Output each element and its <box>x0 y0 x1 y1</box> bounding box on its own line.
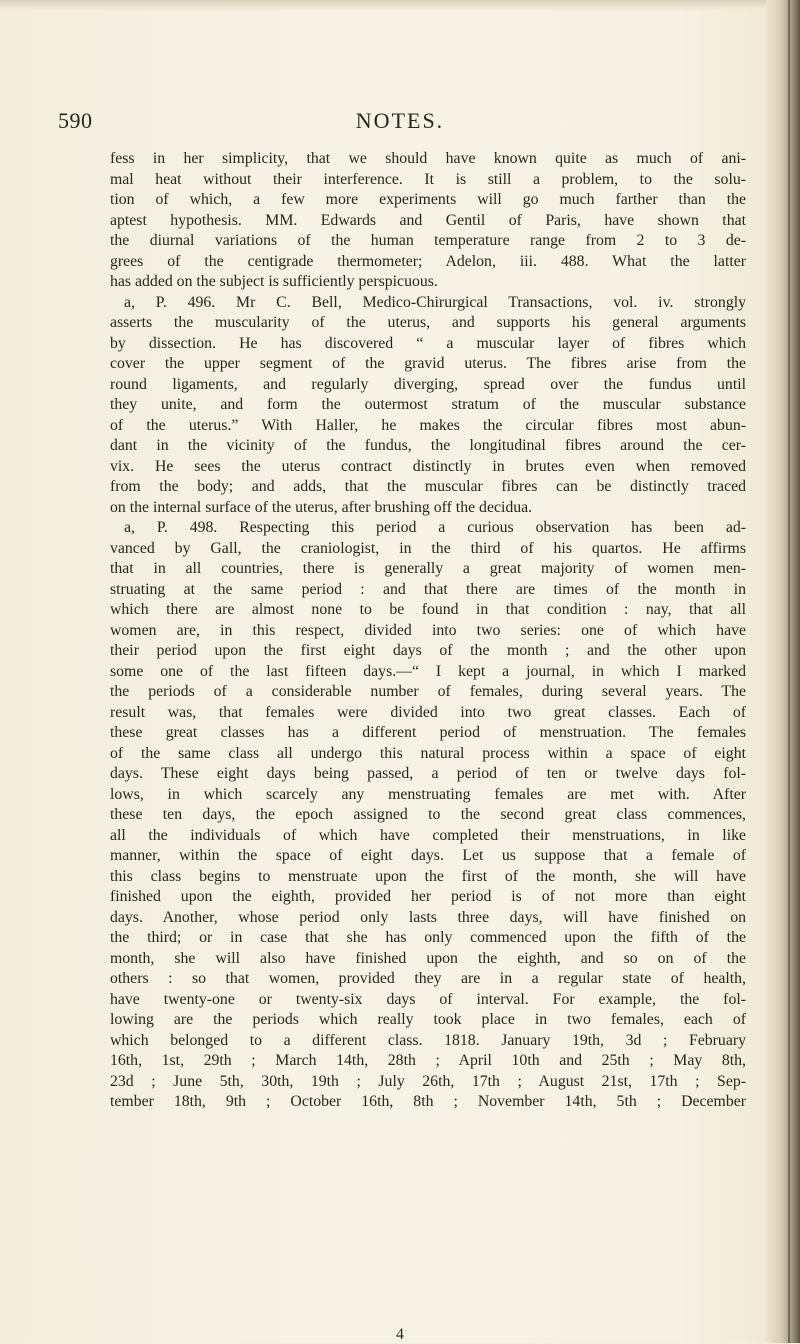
text-line: tion of which, a few more experiments will go much farther than the <box>110 191 746 208</box>
text-line: of the same class all undergo this natural process within a space of eight <box>110 744 746 762</box>
text-line: month, she will also have finished upon the eighth, and so on of the <box>110 949 746 967</box>
text-line: some one of the last fifteen days.—“ I kept a journal, in which I marked <box>110 662 746 680</box>
text-line: that in all countries, there is generally a great majority of women men- <box>110 560 746 577</box>
text-line: grees of the centigrade thermometer; Adelon, iii. 488. What the latter <box>110 252 746 270</box>
text-line: the diurnal variations of the human temperature range from 2 to 3 de- <box>110 232 746 249</box>
text-line: round ligaments, and regularly diverging, spread over the fundus until <box>110 375 746 393</box>
text-line: women are, in this respect, divided into two series: one of which have <box>110 621 746 639</box>
text-line: asserts the muscularity of the uterus, and supports his general arguments <box>110 314 746 331</box>
text-line: struating at the same period : and that there are times of the month in <box>110 580 746 598</box>
text-line: result was, that females were divided into two great classes. Each of <box>110 703 746 721</box>
binding-edge-line <box>788 0 790 1343</box>
text-line: these ten days, the epoch assigned to the second great class commences, <box>110 806 746 823</box>
text-line: on the internal surface of the uterus, after brushing off the decidua. <box>110 498 533 516</box>
text-line: which belonged to a different class. 1818. January 19th, 3d ; February <box>110 1031 746 1049</box>
text-line: by dissection. He has discovered “ a muscular layer of fibres which <box>110 334 746 352</box>
text-line: manner, within the space of eight days. Let us suppose that a female of <box>110 847 746 864</box>
text-line: aptest hypothesis. MM. Edwards and Gentil of Paris, have shown that <box>110 211 746 229</box>
page-number: 590 <box>58 108 93 133</box>
text-line: a, P. 498. Respecting this period a curious observation has been ad- <box>124 519 746 536</box>
text-line: others : so that women, provided they are in a regular state of health, <box>110 970 746 987</box>
text-line: the periods of a considerable number of females, during several years. The <box>110 683 746 700</box>
text-line: they unite, and form the outermost stratum of the muscular substance <box>110 396 746 413</box>
text-line: days. Another, whose period only lasts three days, will have finished on <box>110 908 746 926</box>
text-line: vix. He sees the uterus contract distinctly in brutes even when removed <box>110 457 746 475</box>
text-line: days. These eight days being passed, a period of ten or twelve days fol- <box>110 765 746 782</box>
text-line: lows, in which scarcely any menstruating females are met with. After <box>110 785 746 803</box>
text-line: mal heat without their interference. It is still a problem, to the solu- <box>110 170 746 188</box>
text-line: fess in her simplicity, that we should have known quite as much of ani- <box>110 150 746 167</box>
text-line: these great classes has a different period of menstruation. The females <box>110 724 746 741</box>
catchword: 4 <box>396 1326 404 1343</box>
page-header <box>0 108 800 138</box>
text-line: from the body; and adds, that the muscular fibres can be distinctly traced <box>110 478 746 495</box>
text-line: 16th, 1st, 29th ; March 14th, 28th ; April 10th and 25th ; May 8th, <box>110 1052 746 1069</box>
text-line: have twenty-one or twenty-six days of interval. For example, the fol- <box>110 990 746 1008</box>
text-line: cover the upper segment of the gravid uterus. The fibres arise from the <box>110 355 746 372</box>
binding-gutter <box>766 0 800 1343</box>
text-line: has added on the subject is sufficiently perspicuous. <box>110 273 438 290</box>
text-line: the third; or in case that she has only commenced upon the fifth of the <box>110 929 746 946</box>
text-line: which there are almost none to be found in that condition : nay, that all <box>110 601 746 618</box>
notes-text-block <box>110 149 746 1113</box>
text-line: their period upon the first eight days of the month ; and the other upon <box>110 642 746 659</box>
page-top-edge <box>0 0 800 10</box>
text-line: this class begins to menstruate upon the first of the month, she will have <box>110 867 746 885</box>
text-line: all the individuals of which have completed their menstruations, in like <box>110 826 746 844</box>
text-line: tember 18th, 9th ; October 16th, 8th ; November 14th, 5th ; December <box>110 1093 746 1110</box>
text-line: dant in the vicinity of the fundus, the longitudinal fibres around the cer- <box>110 437 746 454</box>
text-line: 23d ; June 5th, 30th, 19th ; July 26th, 17th ; August 21st, 17th ; Sep- <box>110 1072 746 1090</box>
text-line: finished upon the eighth, provided her period is of not more than eight <box>110 888 746 905</box>
text-line: of the uterus.” With Haller, he makes the circular fibres most abun- <box>110 416 746 434</box>
running-head: NOTES. <box>355 108 445 133</box>
text-line: a, P. 496. Mr C. Bell, Medico-Chirurgical Transactions, vol. iv. strongly <box>124 293 746 311</box>
text-line: vanced by Gall, the craniologist, in the third of his quartos. He affirms <box>110 539 746 557</box>
text-line: lowing are the periods which really took place in two females, each of <box>110 1011 746 1028</box>
